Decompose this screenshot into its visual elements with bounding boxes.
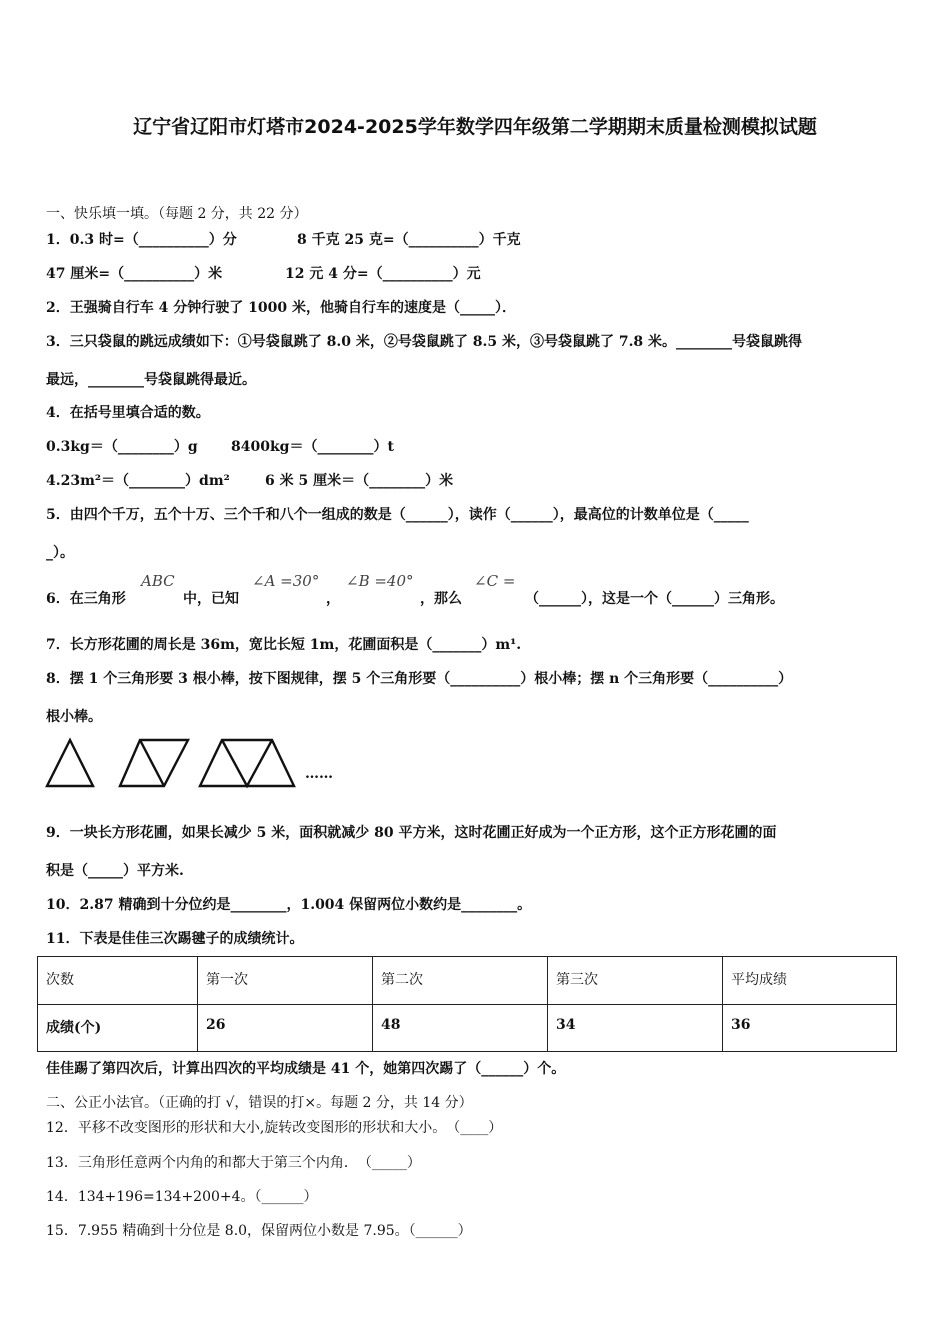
question-6-angle-a: ∠A =30° xyxy=(252,572,320,590)
table-header-cell: 第一次 xyxy=(198,957,373,1005)
score-table xyxy=(37,956,897,1052)
question-4: 4．在括号里填合适的数。 xyxy=(46,405,210,421)
table-cell: 成绩(个) xyxy=(38,1005,198,1052)
question-6-angle-c: ∠C = xyxy=(474,572,516,590)
question-3-line1: 3．三只袋鼠的跳远成绩如下：①号袋鼠跳了 8.0 米，②号袋鼠跳了 8.5 米，③号袋鼠跳了 7.8 米。________号袋鼠跳得 xyxy=(46,334,803,350)
question-2: 2．王强骑自行车 4 分钟行驶了 1000 米，他骑自行车的速度是（_____）． xyxy=(46,300,516,316)
question-8-line1: 8．摆 1 个三角形要 3 根小棒，按下图规律，摆 5 个三角形要（__________）根小棒；摆 n 个三角形要（__________） xyxy=(46,671,793,687)
table-cell: 26 xyxy=(198,1005,373,1052)
question-1a: 1．0.3 时=（__________）分 xyxy=(46,232,237,248)
question-6-mid1: 中，已知 xyxy=(183,591,239,607)
two-triangles-shape xyxy=(120,740,188,786)
question-5-line1: 5．由四个千万，五个十万、三个千和八个一组成的数是（______），读作（______），最高位的计数单位是（_____ xyxy=(46,507,749,523)
question-6-comma: ， xyxy=(326,591,340,607)
table-cell: 34 xyxy=(548,1005,723,1052)
one-triangle-shape xyxy=(47,740,93,786)
table-header-cell: 次数 xyxy=(38,957,198,1005)
section-1-heading: 一、快乐填一填。（每题 2 分，共 22 分） xyxy=(46,206,308,222)
question-14: 14．134+196=134+200+4。（______） xyxy=(46,1189,318,1205)
section-2-heading: 二、公正小法官。（正确的打 √，错误的打×。每题 2 分，共 14 分） xyxy=(46,1095,473,1111)
question-6-triangle-name: ABC xyxy=(141,572,175,590)
question-8-line2: 根小棒。 xyxy=(46,709,102,725)
table-header-cell: 第三次 xyxy=(548,957,723,1005)
table-cell: 48 xyxy=(373,1005,548,1052)
question-7: 7．长方形花圃的周长是 36m，宽比长短 1m，花圃面积是（_______）m¹. xyxy=(46,637,522,653)
question-5-line2: _）。 xyxy=(46,545,74,561)
question-3-line2: 最远，________号袋鼠跳得最近。 xyxy=(46,372,256,388)
page-title: 辽宁省辽阳市灯塔市2024-2025学年数学四年级第二学期期末质量检测模拟试题 xyxy=(133,116,817,138)
question-10: 10．2.87 精确到十分位约是________，1.004 保留两位小数约是________。 xyxy=(46,897,532,913)
question-4d: 6 米 5 厘米＝（________）米 xyxy=(265,473,454,489)
question-13: 13．三角形任意两个内角的和都大于第三个内角． （_____） xyxy=(46,1155,421,1171)
table-header-cell: 第二次 xyxy=(373,957,548,1005)
question-4a: 0.3kg＝（________）g xyxy=(46,439,198,455)
table-header-cell: 平均成绩 xyxy=(723,957,897,1005)
question-15: 15．7.955 精确到十分位是 8.0，保留两位小数是 7.95。（______） xyxy=(46,1223,472,1239)
question-4b: 8400kg＝（________）t xyxy=(231,439,394,455)
question-1d: 12 元 4 分=（__________）元 xyxy=(285,266,481,282)
question-12: 12．平移不改变图形的形状和大小,旋转改变图形的形状和大小。 （____） xyxy=(46,1120,503,1136)
question-1b: 8 千克 25 克=（__________）千克 xyxy=(297,232,521,248)
table-header-row xyxy=(38,957,897,1005)
question-11: 11．下表是佳佳三次踢毽子的成绩统计。 xyxy=(46,931,304,947)
question-9-line1: 9．一块长方形花圃，如果长减少 5 米，面积就减少 80 平方米，这时花圃正好成为一个正方形，这个正方形花圃的面 xyxy=(46,825,777,841)
question-11-followup: 佳佳踢了第四次后，计算出四次的平均成绩是 41 个，她第四次踢了（______）个。 xyxy=(46,1061,566,1077)
pattern-ellipsis: …… xyxy=(305,766,333,782)
table-row xyxy=(38,1005,897,1052)
triangle-pattern-figure xyxy=(44,737,304,789)
question-6-mid2: ，那么 xyxy=(420,591,462,607)
question-6-prefix: 6．在三角形 xyxy=(46,591,126,607)
three-triangles-shape xyxy=(200,740,294,786)
question-6-angle-b: ∠B =40° xyxy=(346,572,414,590)
question-1c: 47 厘米=（__________）米 xyxy=(46,266,223,282)
question-9-line2: 积是（_____）平方米. xyxy=(46,863,184,879)
table-cell: 36 xyxy=(723,1005,897,1052)
question-6-suffix: （______），这是一个（______）三角形。 xyxy=(525,591,784,607)
question-4c: 4.23m²＝（________）dm² xyxy=(46,473,230,489)
